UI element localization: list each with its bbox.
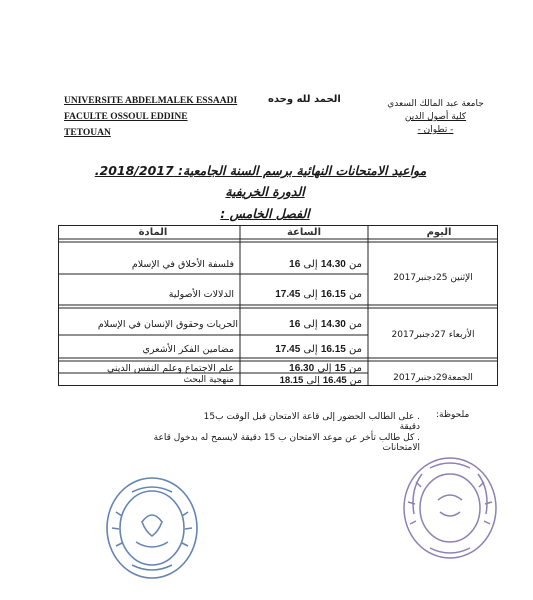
note-item: . كل طالب تأخر عن موعد الامتحان ب 15 دقيقة لايسمح له بدخول قاعة الامتحانات bbox=[153, 433, 420, 453]
subject-name: مضامين الفكر الأشعري bbox=[142, 344, 234, 355]
header-arabic-block bbox=[378, 98, 493, 137]
faculty-name-ar: كلية أصول الدين bbox=[404, 112, 467, 122]
university-seal-stamp bbox=[398, 452, 502, 562]
day-monday: الإثنين 25دجنبر2017 bbox=[393, 273, 473, 283]
day-wednesday: الأربعاء 27دجنبر2017 bbox=[391, 330, 475, 340]
university-name: UNIVERSITE ABDELMALEK ESSAADI bbox=[64, 96, 238, 106]
table-grid bbox=[58, 225, 498, 386]
subject-name: علم الاجتماع وعلم النفس الديني bbox=[106, 363, 234, 374]
faculty-name: FACULTE OSSOUL EDDINE bbox=[64, 112, 188, 122]
document-title: مواعيد الامتحانات النهائية برسم السنة الجامعية: 2018/2017. bbox=[94, 163, 427, 178]
subject-name: الدلالات الأصولية bbox=[168, 289, 234, 300]
header-basmala: الحمد لله وحده bbox=[268, 94, 341, 105]
time-slot: من 16.15 إلى 17.45 bbox=[275, 289, 362, 300]
city-name-ar: - تطوان - bbox=[417, 125, 454, 135]
time-slot: من 14.30 إلى 16 bbox=[289, 319, 362, 330]
note-item: . على الطالب الحضور إلى قاعة الامتحان قبل الوقت ب15 دقيقة bbox=[203, 412, 420, 432]
faculty-seal-stamp bbox=[102, 472, 202, 582]
university-name-ar: جامعة عبد المالك السعدي bbox=[387, 99, 484, 109]
subject-name: الحريات وحقوق الإنسان في الإسلام bbox=[97, 319, 238, 330]
subject-name: منهجية البحث bbox=[183, 375, 234, 385]
day-friday: الجمعة29دجنبر2017 bbox=[393, 373, 473, 383]
header-subject: المادة bbox=[138, 227, 168, 238]
header-latin-block bbox=[64, 93, 238, 141]
time-slot: من 14.30 إلى 16 bbox=[289, 259, 362, 270]
time-slot: من 16.15 إلى 17.45 bbox=[275, 344, 362, 355]
header-day: اليوم bbox=[426, 227, 452, 238]
exam-schedule-table bbox=[58, 225, 498, 386]
semester-title: الفصل الخامس : bbox=[220, 206, 310, 221]
note-label: ملحوظة: bbox=[436, 410, 470, 420]
subject-name: فلسفة الأخلاق في الإسلام bbox=[131, 259, 234, 270]
time-slot: من 15 إلى 16.30 bbox=[289, 363, 362, 374]
time-slot: من 16.45 إلى 18.15 bbox=[279, 375, 362, 386]
session-title: الدورة الخريفية bbox=[225, 184, 305, 199]
header-time: الساعة bbox=[286, 227, 321, 238]
city-name: TETOUAN bbox=[64, 128, 111, 138]
